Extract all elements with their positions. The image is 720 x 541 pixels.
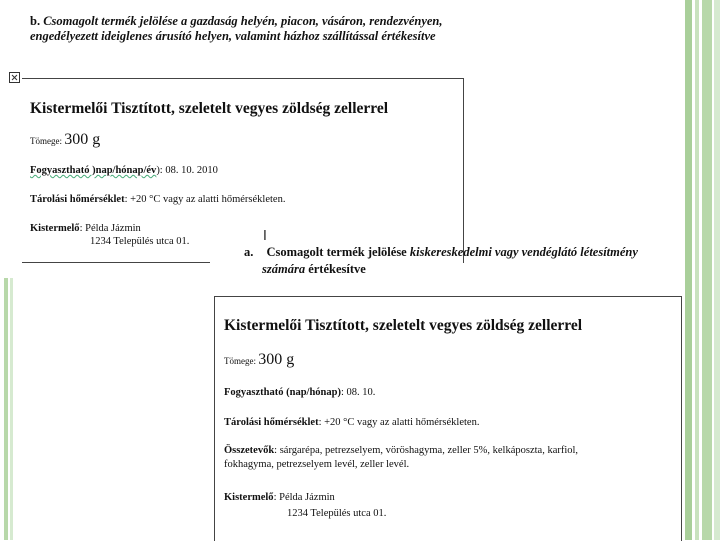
checkbox-icon[interactable]: [9, 72, 20, 83]
label2-weight-value: 300 g: [258, 351, 295, 368]
label1-title: Kistermelői Tisztított, szeletelt vegyes zöldség zellerrel: [30, 100, 389, 117]
label1-storage: Tárolási hőmérséklet: +20 °C vagy az alatti hőmérsékleten.: [30, 194, 286, 205]
label1-weight: Tömege: 300 g: [30, 131, 101, 148]
section-a-marker: a.: [244, 245, 254, 259]
text-cursor-icon: I: [263, 229, 267, 244]
label2-weight: Tömege: 300 g: [224, 351, 295, 368]
label2-storage: Tárolási hőmérséklet: +20 °C vagy az alatti hőmérsékleten.: [224, 417, 480, 428]
label2-producer: Kistermelő: Példa Jázmin: [224, 492, 335, 503]
section-b-marker: b.: [30, 14, 41, 28]
product-label-1: [22, 78, 464, 263]
label2-producer-address: 1234 Település utca 01.: [287, 508, 387, 519]
decorative-stripe: [10, 278, 13, 540]
decorative-stripe: [4, 278, 8, 540]
section-b-heading-rest: a gazdaság helyén, piacon, vásáron, rendezvényen, engedélyezett ideiglenes árusító helyen, valamint házhoz szállítással értékesítve: [30, 14, 443, 43]
section-b-heading: [30, 14, 510, 44]
label1-weight-value: 300 g: [64, 131, 101, 148]
label1-producer-address: 1234 Település utca 01.: [90, 236, 190, 247]
decorative-stripe: [685, 0, 692, 540]
label2-best-before: Fogyasztható (nap/hónap): 08. 10.: [224, 387, 376, 398]
label1-producer: Kistermelő: Példa Jázmin: [30, 223, 141, 234]
section-b-heading-bold: Csomagolt termék jelölése: [43, 14, 178, 28]
section-a-heading-line2: számára értékesítve: [262, 262, 366, 276]
label2-ingredients-line2: fokhagyma, petrezselyem levél, zeller levél.: [224, 459, 410, 470]
decorative-stripe: [695, 0, 699, 540]
label1-bottom-border: [22, 262, 210, 263]
section-a-heading: a. Csomagolt termék jelölése kiskereskedelmi vagy vendéglátó létesítmény: [244, 245, 638, 259]
label1-best-before: Fogyasztható )nap/hónap/év): 08. 10. 2010: [30, 165, 218, 176]
label2-ingredients: Összetevők: sárgarépa, petrezselyem, vöröshagyma, zeller 5%, kelkáposzta, karfiol,: [224, 445, 579, 456]
decorative-stripe: [702, 0, 712, 540]
decorative-stripe: [714, 0, 720, 540]
label2-title: Kistermelői Tisztított, szeletelt vegyes zöldség zellerrel: [224, 317, 583, 334]
product-label-2: [214, 296, 682, 541]
